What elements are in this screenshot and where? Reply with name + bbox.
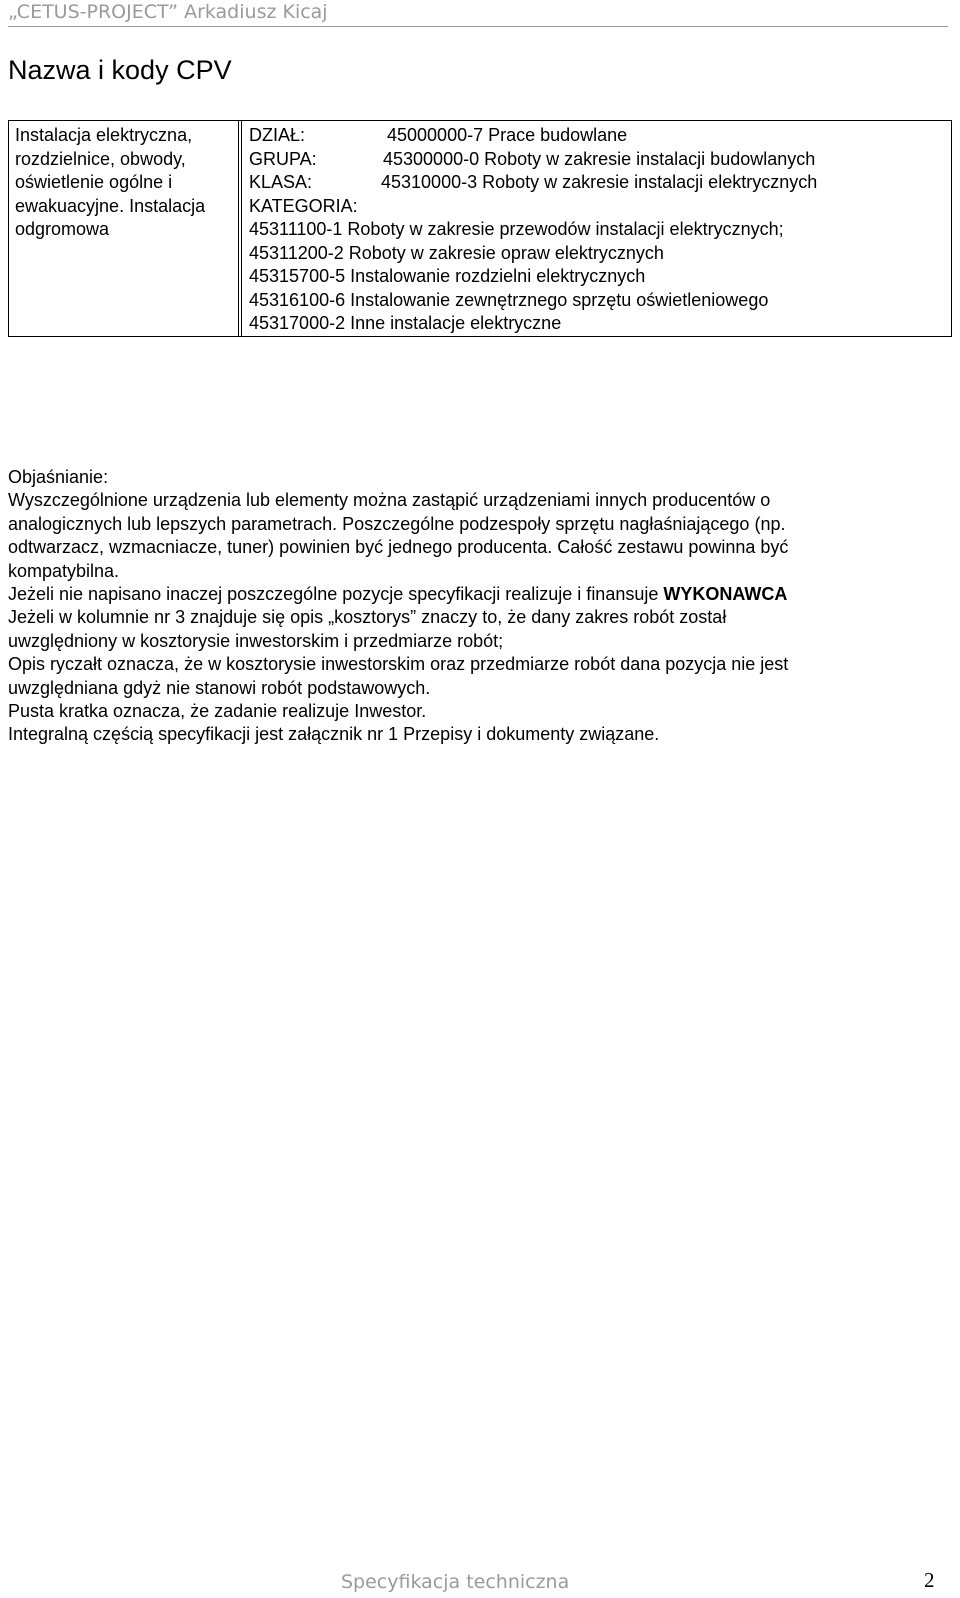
- dzial-label: DZIAŁ:: [249, 125, 306, 145]
- explanation-line: Integralną częścią specyfikacji jest załącznik nr 1 Przepisy i dokumenty związane.: [8, 724, 660, 745]
- kategoria-item: 45316100-6 Instalowanie zewnętrznego sprzętu oświetleniowego: [249, 289, 769, 310]
- dzial-row: [249, 124, 949, 148]
- header-company-name: „CETUS-PROJECT” Arkadiusz Kicaj: [8, 1, 328, 23]
- explanation-line: uwzględniony w kosztorysie inwestorskim i przedmiarze robót;: [8, 630, 504, 651]
- kategoria-item: 45311100-1 Roboty w zakresie przewodów instalacji elektrycznych;: [249, 219, 784, 239]
- explanation-line: [8, 583, 948, 606]
- description-line: odgromowa: [15, 219, 110, 239]
- explanation-heading: Objaśnianie:: [8, 467, 109, 487]
- kategoria-label: KATEGORIA:: [249, 195, 358, 216]
- explanation-line: Jeżeli w kolumnie nr 3 znajduje się opis „kosztorys” znaczy to, że dany zakres robót został: [8, 607, 727, 628]
- explanation-line: uwzględniana gdyż nie stanowi robót podstawowych.: [8, 677, 431, 698]
- description-line: oświetlenie ogólne i: [15, 172, 173, 192]
- contractor-emphasis: WYKONAWCA: [663, 584, 788, 605]
- table-column-divider: [238, 121, 242, 336]
- description-line: rozdzielnice, obwody,: [15, 148, 186, 169]
- explanation-line: Wyszczególnione urządzenia lub elementy można zastąpić urządzeniami innych producentów o: [8, 490, 771, 511]
- grupa-label: GRUPA:: [249, 148, 317, 169]
- cpv-codes-cell: [249, 124, 949, 336]
- dzial-value: 45000000-7 Prace budowlane: [387, 125, 628, 145]
- description-line: Instalacja elektryczna,: [15, 125, 193, 145]
- klasa-row: [249, 171, 949, 195]
- kategoria-item: 45315700-5 Instalowanie rozdzielni elektrycznych: [249, 266, 646, 286]
- footer-document-title: Specyfikacja techniczna: [341, 1571, 570, 1593]
- explanation-line: odtwarzacz, wzmacniacze, tuner) powinien być jednego producenta. Całość zestawu powinna być: [8, 537, 789, 558]
- grupa-row: [249, 148, 949, 172]
- explanation-line: Opis ryczałt oznacza, że w kosztorysie inwestorskim oraz przedmiarze robót dana pozycja nie jest: [8, 654, 789, 675]
- explanation-line: Pusta kratka oznacza, że zadanie realizuje Inwestor.: [8, 701, 427, 722]
- grupa-value: 45300000-0 Roboty w zakresie instalacji budowlanych: [383, 148, 816, 169]
- cpv-table: [8, 120, 952, 337]
- kategoria-item: 45317000-2 Inne instalacje elektryczne: [249, 313, 562, 333]
- explanation-line: analogicznych lub lepszych parametrach. Poszczególne podzespoły sprzętu nagłaśniającego (np.: [8, 513, 786, 534]
- page-number: 2: [924, 1568, 935, 1592]
- page-footer: [0, 1568, 960, 1598]
- klasa-label: KLASA:: [249, 172, 313, 192]
- section-title: Nazwa i kody CPV: [8, 55, 232, 85]
- explanation-section: [8, 466, 948, 747]
- klasa-value: 45310000-3 Roboty w zakresie instalacji elektrycznych: [381, 172, 818, 192]
- work-description-cell: [15, 124, 230, 242]
- kategoria-item: 45311200-2 Roboty w zakresie opraw elektrycznych: [249, 242, 664, 263]
- explanation-text: Jeżeli nie napisano inaczej poszczególne pozycje specyfikacji realizuje i finansuje: [8, 584, 664, 605]
- description-line: ewakuacyjne. Instalacja: [15, 195, 206, 216]
- explanation-line: kompatybilna.: [8, 560, 120, 581]
- page-header: [8, 0, 948, 27]
